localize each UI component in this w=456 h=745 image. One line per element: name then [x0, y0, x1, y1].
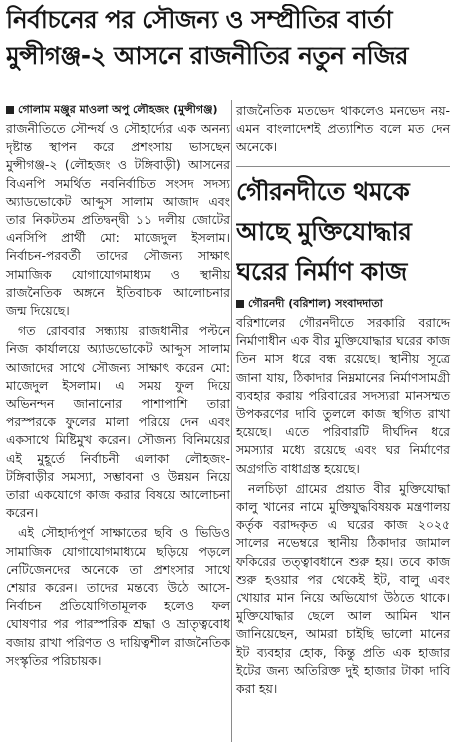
story1-byline: [6, 102, 230, 118]
byline-square-icon: [236, 300, 244, 308]
story2-headline-line3: ঘরের নির্মাণ কাজ: [236, 257, 407, 286]
story1-headline-line2: মুন্সীগঞ্জ-২ আসনে রাজনীতির নতুন নজির: [6, 41, 408, 70]
story2-byline: [236, 296, 450, 312]
story1-body: [6, 102, 230, 670]
story2-headline-line2: আছে মুক্তিযোদ্ধার: [236, 217, 412, 246]
story1-paragraph-3: এই সৌহার্দ্যপূর্ণ সাক্ষাতের ছবি ও ভিডিও সামাজিক যোগাযোগমাধ্যমে ছড়িয়ে পড়লে নেটিজেনদের অনেকে তা প্রশংসার সাথে শেয়ার করেন। তাদের মন্তব্যে উঠে আসে- নির্বাচন প্রতিযোগিতামূলক হলেও ফল ঘোষণার পর পারস্পরিক শ্রদ্ধা ও ভ্রাতৃত্ববোধ বজায় রাখা পরিণত ও দায়িত্বশীল রাজনৈতিক সংস্কৃতির পরিচায়ক।: [6, 525, 230, 668]
story1-continuation: [236, 102, 450, 157]
story1-headline-line1: নির্বাচনের পর সৌজন্য ও সম্প্রীতির বার্তা: [6, 5, 393, 34]
story1-continuation-text: রাজনৈতিক মতভেদ থাকলেও মনভেদ নয়- এমন বাংলাদেশই প্রত্যাশিত বলে মত দেন অনেকে।: [236, 103, 450, 155]
story2-paragraph-1: বরিশালের গৌরনদীতে সরকারি বরাদ্দে নির্মাণাধীন এক বীর মুক্তিযোদ্ধার ঘরের কাজ তিন মাস ধরে বন্ধ রয়েছে। স্থানীয় সূত্রে জানা যায়, ঠিকাদার নিম্নমানের নির্মাণসামগ্রী ব্যবহার করায় পরিবারের সদস্যরা মানসম্মত উপকরণের দাবি তুললে কাজ স্থগিত রাখা হয়েছে। এতে পরিবারটি দীর্ঘদিন ধরে সমস্যার মধ্যে রয়েছে এবং ঘর নির্মাণের অগ্রগতি বাধাগ্রস্ত হয়েছে।: [236, 315, 450, 476]
story1-paragraph-1: রাজনীতিতে সৌন্দর্য ও সৌহার্দ্যের এক অনন্য দৃষ্টান্ত স্থাপন করে প্রশংসায় ভাসছেন মুন্সীগঞ্জ-২ (লৌহজং ও টঙ্গিবাড়ী) আসনের বিএনপি সমর্থিত নবনির্বাচিত সংসদ সদস্য অ্যাডভোকেট আব্দুস সালাম আজাদ এবং তার নিকটতম প্রতিদ্বন্দ্বী ১১ দলীয় জোটের এনসিপি প্রার্থী মো: মাজেদুল ইসলাম। নির্বাচন-পরবর্তী তাদের সৌজন্য সাক্ষাৎ সামাজিক যোগাযোগমাধ্যম ও স্থানীয় রাজনৈতিক অঙ্গনে ইতিবাচক আলোচনার জন্ম দিয়েছে।: [6, 121, 230, 319]
story2-body: [236, 296, 450, 698]
story2-paragraph-2: নলচিড়া গ্রামের প্রয়াত বীর মুক্তিযোদ্ধা কালু খানের নামে মুক্তিযুদ্ধবিষয়ক মন্ত্রণালয় কর্তৃক বরাদ্দকৃত এ ঘরের কাজ ২০২৫ সালের নভেম্বরে স্থানীয় ঠিকাদার জামাল ফকিরের তত্ত্বাবধানে শুরু হয়। তবে কাজ শুরু হওয়ার পর থেকেই ইট, বালু এবং খোয়ার মান নিয়ে অভিযোগ উঠতে থাকে। মুক্তিযোদ্ধার ছেলে আল আমিন খান জানিয়েছেন, আমরা চাইছি ভালো মানের ইট ব্যবহার হোক, কিন্তু প্রতি এক হাজার ইটের জন্য অতিরিক্ত দুই হাজার টাকা দাবি করা হয়।: [236, 480, 450, 697]
story1-byline-text: গোলাম মঞ্জুর মাওলা অপু লৌহজং (মুন্সীগঞ্জ): [18, 103, 218, 116]
story1-paragraph-2: গত রোববার সন্ধ্যায় রাজধানীর পল্টনে নিজ কার্যালয়ে অ্যাডভোকেট আব্দুস সালাম আজাদের সাথে সৌজন্য সাক্ষাৎ করেন মো: মাজেদুল ইসলাম। এ সময় ফুল দিয়ে অভিনন্দন জানানোর পাশাপাশি তারা পরস্পরকে ফুলের মালা পরিয়ে দেন এবং একসাথে মিষ্টিমুখ করেন। সৌজন্য বিনিময়ের এই মুহূর্তে নির্বাচনী এলাকা লৌহজং-টঙ্গিবাড়ীর সমস্যা, সম্ভাবনা ও উন্নয়ন নিয়ে তারা একযোগে কাজ করার বিষয়ে আলোচনা করেন।: [6, 323, 230, 521]
story2-headline-line1: গৌরনদীতে থমকে: [236, 177, 410, 206]
story2-headline: [236, 172, 450, 292]
story-separator: [236, 166, 450, 167]
byline-square-icon: [6, 106, 14, 114]
story2-byline-text: গৌরনদী (বরিশাল) সংবাদদাতা: [248, 297, 383, 310]
column-divider: [231, 100, 232, 742]
story1-headline: [6, 4, 450, 74]
